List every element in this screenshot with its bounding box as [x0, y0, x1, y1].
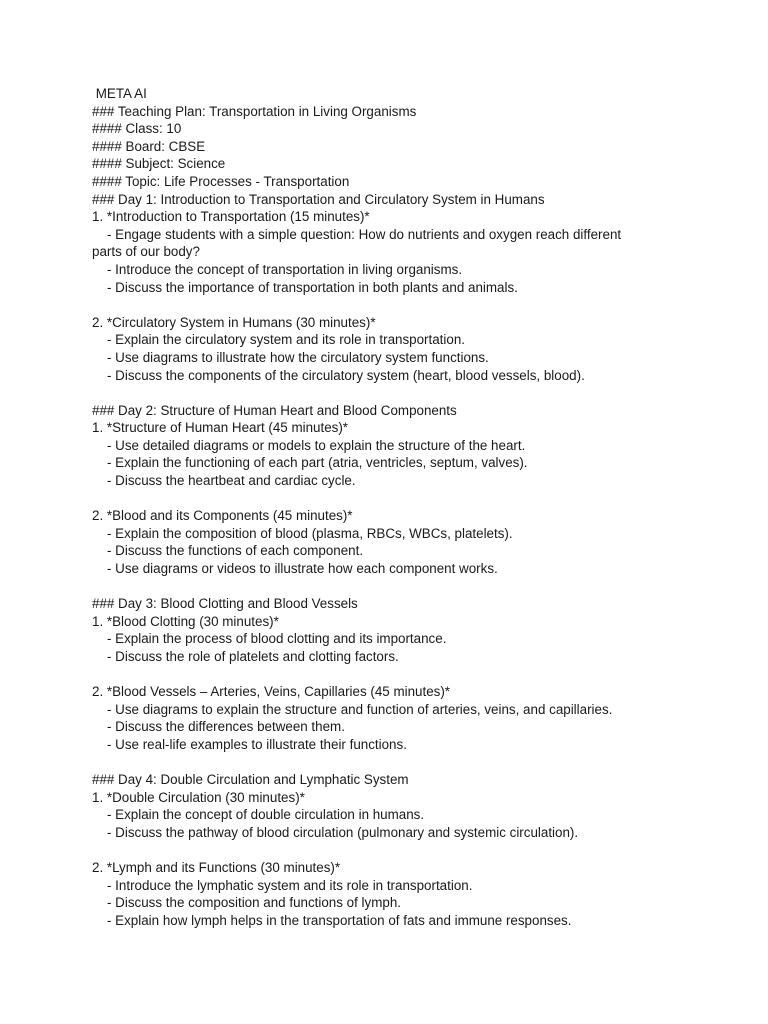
session-point: - Use real-life examples to illustrate their functions.: [107, 736, 407, 752]
subject-line: #### Subject: Science: [92, 156, 226, 172]
spacer: [92, 754, 692, 772]
spacer: [92, 384, 692, 402]
session-point: - Use diagrams to illustrate how the circulatory system functions.: [107, 349, 489, 365]
session-point: - Explain the composition of blood (plasma, RBCs, WBCs, platelets).: [107, 525, 513, 541]
session-title: 2. *Blood and its Components (45 minutes)*: [92, 508, 353, 524]
spacer: [92, 578, 692, 596]
session-point: - Introduce the concept of transportation in living organisms.: [107, 261, 463, 277]
session-title: 1. *Introduction to Transportation (15 minutes)*: [92, 209, 370, 225]
session-title: 1. *Structure of Human Heart (45 minutes)*: [92, 420, 349, 436]
session-point: - Explain the functioning of each part (atria, ventricles, septum, valves).: [107, 455, 528, 471]
board-line: #### Board: CBSE: [92, 138, 206, 154]
session-point: - Use detailed diagrams or models to explain the structure of the heart.: [107, 437, 526, 453]
session-point: - Explain the process of blood clotting and its importance.: [107, 631, 447, 647]
session-point: - Discuss the components of the circulatory system (heart, blood vessels, blood).: [107, 367, 585, 383]
topic-line: #### Topic: Life Processes - Transportation: [92, 173, 350, 189]
session-point: - Explain the circulatory system and its role in transportation.: [107, 332, 465, 348]
day-heading: ### Day 2: Structure of Human Heart and Blood Components: [92, 402, 457, 418]
day-heading: ### Day 4: Double Circulation and Lymphatic System: [92, 772, 409, 788]
session-title: 1. *Blood Clotting (30 minutes)*: [92, 613, 279, 629]
session-point-continuation: parts of our body?: [92, 244, 200, 260]
class-line: #### Class: 10: [92, 121, 182, 137]
spacer: [92, 490, 692, 508]
session-title: 1. *Double Circulation (30 minutes)*: [92, 789, 305, 805]
plan-title: ### Teaching Plan: Transportation in Living Organisms: [92, 103, 417, 119]
session-title: 2. *Circulatory System in Humans (30 minutes)*: [92, 314, 376, 330]
session-point: - Explain how lymph helps in the transportation of fats and immune responses.: [107, 912, 572, 928]
day-heading: ### Day 1: Introduction to Transportation and Circulatory System in Humans: [92, 191, 545, 207]
session-point: - Discuss the role of platelets and clotting factors.: [107, 649, 399, 664]
session-point: - Explain the concept of double circulation in humans.: [107, 807, 425, 823]
session-point: - Introduce the lymphatic system and its role in transportation.: [107, 877, 473, 893]
document-body: [92, 85, 692, 930]
session-point: - Engage students with a simple question: How do nutrients and oxygen reach different: [107, 226, 622, 242]
session-point: - Discuss the composition and functions of lymph.: [107, 895, 401, 911]
spacer: [92, 842, 692, 860]
session-point: - Use diagrams or videos to illustrate how each component works.: [107, 561, 498, 577]
day-heading: ### Day 3: Blood Clotting and Blood Vessels: [92, 596, 358, 612]
spacer: [92, 666, 692, 684]
session-point: - Discuss the heartbeat and cardiac cycle.: [107, 473, 356, 489]
spacer: [92, 296, 692, 314]
document-header: META AI: [92, 86, 147, 101]
session-title: 2. *Blood Vessels – Arteries, Veins, Capillaries (45 minutes)*: [92, 684, 451, 700]
session-point: - Discuss the differences between them.: [107, 719, 345, 735]
session-point: - Discuss the importance of transportation in both plants and animals.: [107, 279, 518, 295]
session-title: 2. *Lymph and its Functions (30 minutes)*: [92, 860, 341, 876]
session-point: - Discuss the functions of each component.: [107, 543, 364, 559]
session-point: - Discuss the pathway of blood circulation (pulmonary and systemic circulation).: [107, 824, 579, 840]
session-point: - Use diagrams to explain the structure and function of arteries, veins, and capillaries.: [107, 701, 613, 717]
